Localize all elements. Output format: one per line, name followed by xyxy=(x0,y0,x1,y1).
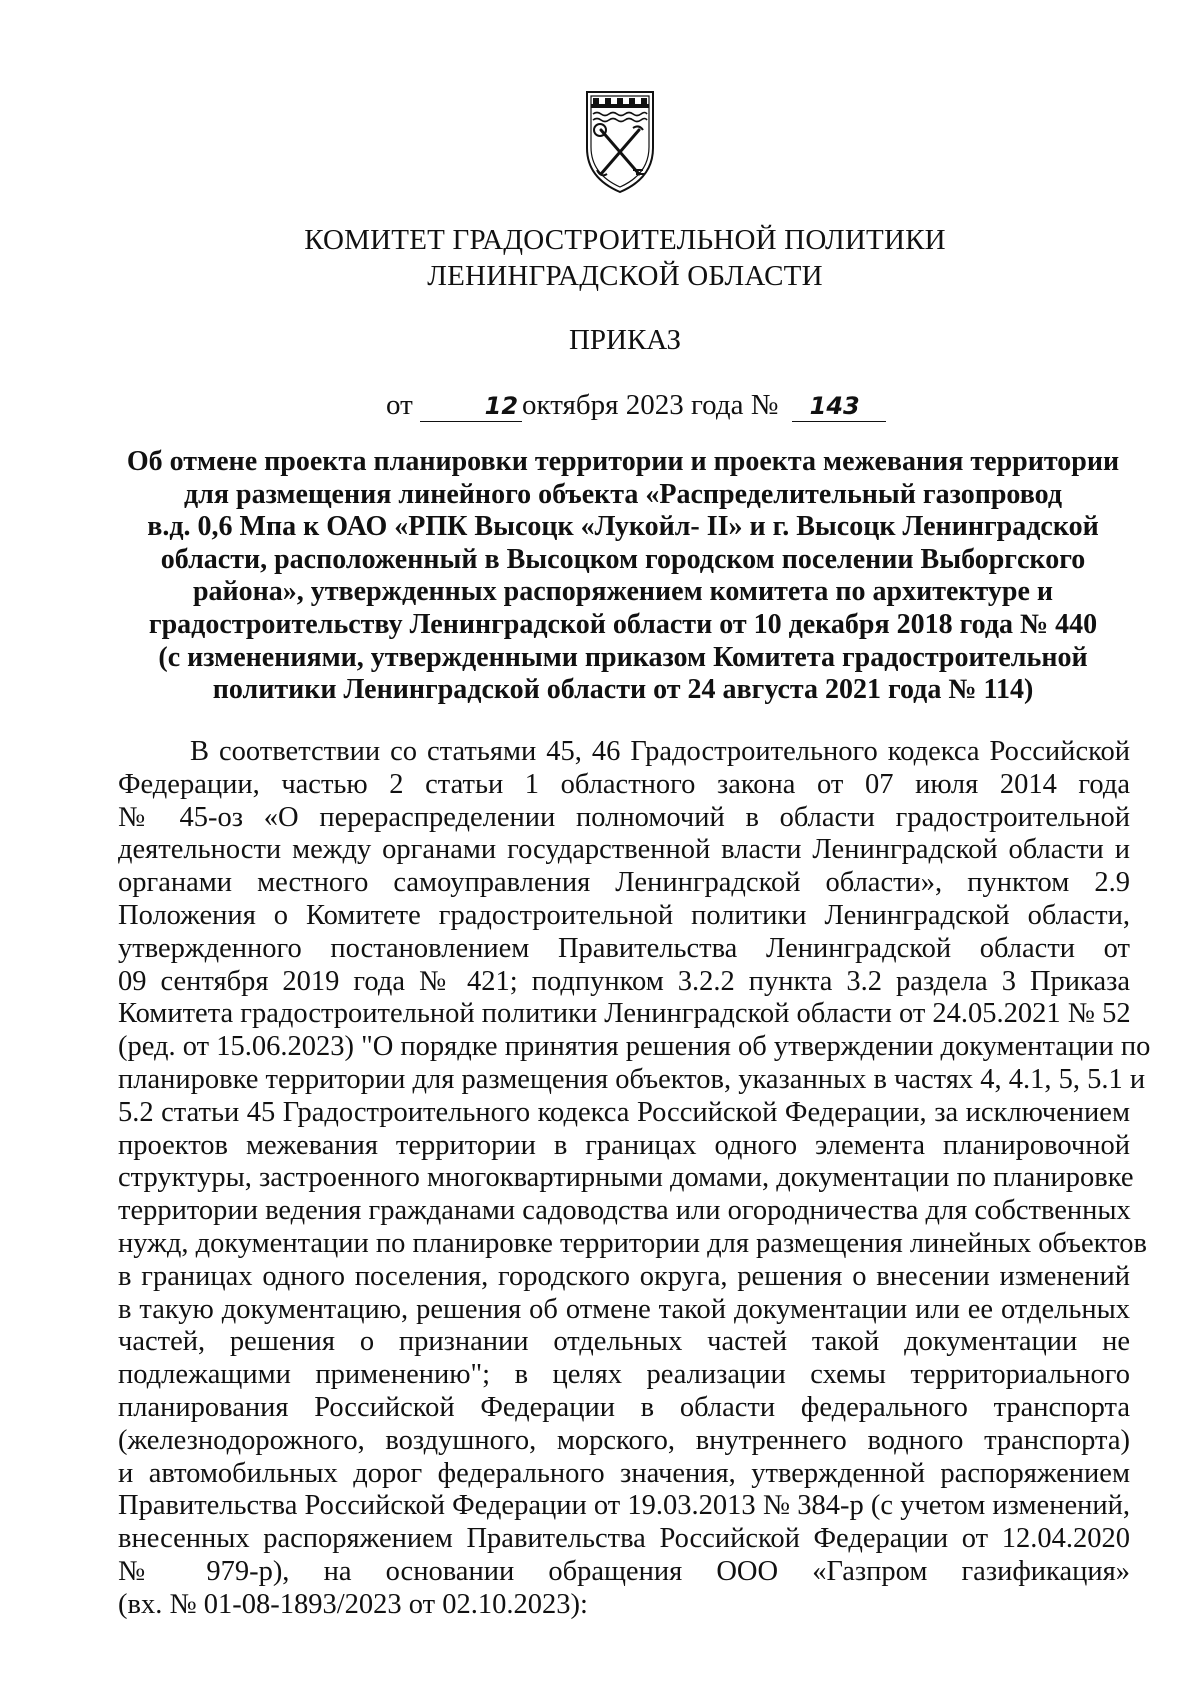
title-line: Об отмене проекта планировки территории и проекта межевания территории xyxy=(126,446,1120,477)
title-line: района», утвержденных распоряжением комитета по архитектуре и xyxy=(192,576,1054,608)
title-line: политики Ленинградской области от 24 августа 2021 года № 114) xyxy=(212,674,1034,706)
order-dateline xyxy=(386,387,886,423)
body-line: и автомобильных дорог федерального значения, утвержденной распоряжением xyxy=(118,1457,1130,1489)
body-line: № 979-р), на основании обращения ООО «Газпром газификация» xyxy=(118,1555,1130,1587)
body-line: Положения о Комитете градостроительной политики Ленинградской области, xyxy=(118,899,1130,931)
body-line: Комитета градостроительной политики Ленинградской области от 24.05.2021 № 52 xyxy=(118,998,1131,1030)
body-line: В соответствии со статьями 45, 46 Градостроительного кодекса Российской xyxy=(190,736,1130,767)
body-line: проектов межевания территории в границах одного элемента планировочной xyxy=(118,1129,1130,1161)
body-line: органами местного самоуправления Ленинградской области», пунктом 2.9 xyxy=(118,867,1130,899)
body-line: нужд, документации по планировке территории для размещения линейных объектов xyxy=(118,1227,1147,1259)
body-line: деятельности между органами государственной власти Ленинградской области и xyxy=(118,834,1130,866)
body-line: планирования Российской Федерации в области федерального транспорта xyxy=(118,1391,1130,1423)
org-name-line1: КОМИТЕТ ГРАДОСТРОИТЕЛЬНОЙ ПОЛИТИКИ xyxy=(304,224,946,256)
body-line: планировке территории для размещения объектов, указанных в частях 4, 4.1, 5, 5.1 и xyxy=(118,1063,1146,1095)
handwritten-order-number: 143 xyxy=(792,391,886,422)
order-title xyxy=(118,446,1128,707)
body-line: Правительства Российской Федерации от 19.03.2013 № 384-р (с учетом изменений, xyxy=(118,1490,1130,1522)
title-line: области, расположенный в Высоцком городском поселении Выборгского xyxy=(160,543,1086,575)
title-line: (с изменениями, утвержденными приказом Комитета градостроительной xyxy=(158,641,1088,673)
body-line: территории ведения гражданами садоводства или огородничества для собственных xyxy=(118,1195,1131,1227)
body-line: в границах одного поселения, городского округа, решения о внесении изменений xyxy=(118,1260,1130,1292)
handwritten-day: 12 xyxy=(420,391,522,422)
title-line: градостроительству Ленинградской области от 10 декабря 2018 года № 440 xyxy=(148,608,1098,640)
body-line: 09 сентября 2019 года № 421; подпунком 3.2.2 пункта 3.2 раздела 3 Приказа xyxy=(118,965,1130,997)
body-line: внесенных распоряжением Правительства Российской Федерации от 12.04.2020 xyxy=(118,1523,1130,1555)
dateline-middle: октября 2023 года № xyxy=(522,389,779,421)
body-line: (железнодорожного, воздушного, морского, внутреннего водного транспорта) xyxy=(118,1424,1130,1456)
body-line: (ред. от 15.06.2023) "О порядке принятия решения об утверждении документации по xyxy=(118,1031,1151,1063)
body-line: в такую документацию, решения об отмене такой документации или ее отдельных xyxy=(118,1293,1130,1325)
org-name-line2: ЛЕНИНГРАДСКОЙ ОБЛАСТИ xyxy=(427,260,823,292)
order-preamble xyxy=(118,736,1151,1622)
body-line: Федерации, частью 2 статьи 1 областного закона от 07 июля 2014 года xyxy=(118,768,1130,800)
dateline-prefix: от xyxy=(386,389,413,421)
body-line: структуры, застроенного многоквартирными домами, документации по планировке xyxy=(118,1162,1134,1194)
title-line: для размещения линейного объекта «Распределительный газопровод xyxy=(183,478,1063,510)
doc-type-heading: ПРИКАЗ xyxy=(568,324,682,356)
body-line: № 45-оз «О перераспределении полномочий в области градостроительной xyxy=(118,801,1130,833)
title-line: в.д. 0,6 Мпа к ОАО «РПК Высоцк «Лукойл- II» и г. Высоцк Ленинградской xyxy=(147,511,1099,543)
body-line: частей, решения о признании отдельных частей такой документации не xyxy=(118,1326,1130,1358)
body-line: 5.2 статьи 45 Градостроительного кодекса Российской Федерации, за исключением xyxy=(118,1096,1130,1128)
body-line: (вх. № 01-08-1893/2023 от 02.10.2023): xyxy=(118,1588,588,1620)
coat-of-arms-icon xyxy=(581,86,659,196)
body-line: подлежащими применению"; в целях реализации схемы территориального xyxy=(118,1359,1130,1391)
body-line: утвержденного постановлением Правительства Ленинградской области от xyxy=(118,932,1130,964)
